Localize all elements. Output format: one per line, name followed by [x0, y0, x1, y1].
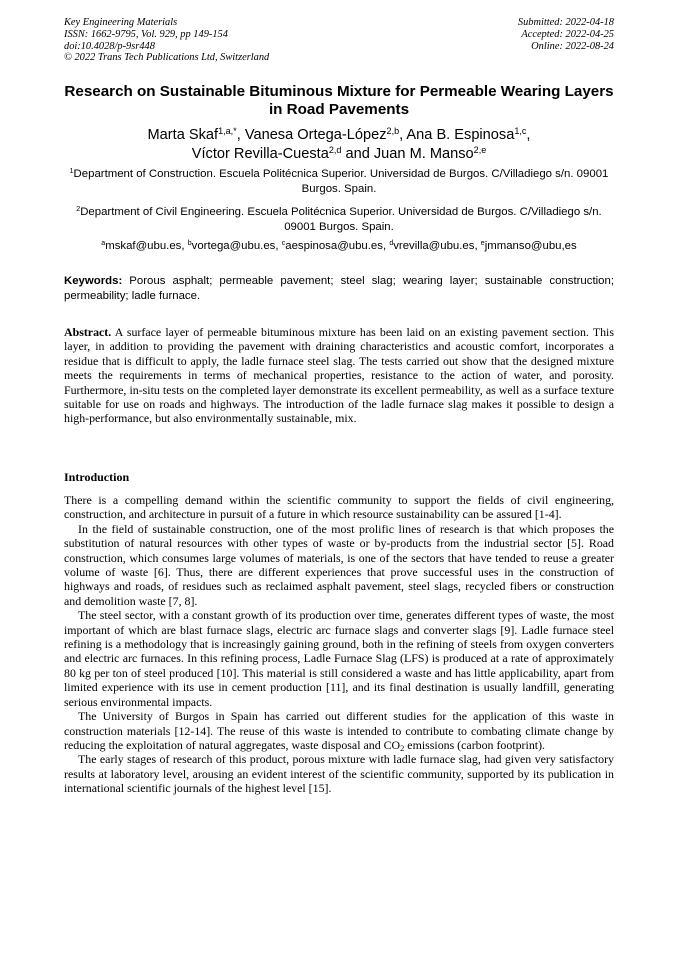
- abstract-label: Abstract.: [64, 325, 112, 339]
- affiliation: $^1$Department of Construction. Escuela Politécnica Superior. Universidad de Burgos. C/Villadiego s/n. 09001 Burgos. Spain.: [69, 168, 609, 195]
- email-link[interactable]: aespinosa@ubu.es: [285, 240, 383, 252]
- paragraph: The early stages of research of this product, porous mixture with ladle furnace slag, had given very satisfactory results at laboratory level, arousing an evident interest of the scientific community, supported by its publication in international scientific journals of the highest level [15].: [64, 752, 614, 796]
- author-name: Marta Skaf: [147, 127, 219, 143]
- online-date: Online: 2022-08-24: [531, 40, 614, 52]
- abstract-text: A surface layer of permeable bituminous mixture has been laid on an existing pavement section. This layer, in addition to providing the pavement with draining characteristics and acoustic comfort, incorporates a residue that is difficult to apply, the ladle furnace steel slag. The tests carried out show that the designed mixture meets the requirements in terms of mechanical properties, resistance to the action of water, and porosity. Furthermore, in-situ tests on the completed layer demonstrate its excellent permeability, as well as a surface texture suitable for use on roads and highways. The introduction of the ladle furnace slag makes it possible to design a high-performance, but also environmentally sustainable, mix.: [64, 325, 614, 426]
- accepted-date: Accepted: 2022-04-25: [521, 28, 614, 40]
- author-list: Marta Skaf$^{1,a,*}$, Vanesa Ortega-López$^{2,b}$, Ana B. Espinosa$^{1,c}$, Víctor Revilla-Cuesta$^{2,d}$ and Juan M. Manso$^{2,e}$: [147, 126, 531, 162]
- affiliation: $^2$Department of Civil Engineering. Escuela Politécnica Superior. Universidad de Burgos. C/Villadiego s/n. 09001 Burgos. Spain.: [76, 206, 602, 233]
- email-link[interactable]: mskaf@ubu.es: [105, 240, 182, 252]
- section-heading: Introduction: [64, 470, 130, 484]
- author-affil-mark: 2,e: [473, 144, 487, 155]
- journal-info: [64, 17, 269, 64]
- author-affil-mark: 2,b: [386, 126, 400, 137]
- author-name: Ana B. Espinosa: [406, 127, 515, 143]
- paragraph: The University of Burgos in Spain has carried out different studies for the application of this waste in construction materials [12-14]. The reuse of this waste is intended to contribute to combating climate change by reducing the exploitation of natural aggregates, waste disposal and $CO_2$ emissions (carbon footprint).: [64, 709, 614, 753]
- introduction-body: [64, 493, 614, 796]
- publication-dates: [518, 17, 614, 52]
- abstract: [64, 325, 614, 426]
- author-name: Víctor Revilla-Cuesta: [191, 145, 329, 162]
- email-link[interactable]: jmmanso@ubu,es: [484, 240, 577, 252]
- paragraph: In the field of sustainable construction, one of the most prolific lines of research is that which proposes the substitution of natural resources with other types of waste or by-products from the industrial sector [5]. Road construction, which consumes large volumes of materials, is one of the sectors that have tended to reuse a greater volume of waste [6]. Thus, there are different experiences that prove successful uses in the construction of highways and roads, of residues such as reclaimed asphalt pavement, steel slags, recycled fibers or construction and demolition waste [7, 8].: [64, 521, 614, 608]
- email-link[interactable]: vrevilla@ubu.es: [393, 240, 475, 252]
- email-link[interactable]: vortega@ubu.es: [191, 240, 276, 252]
- doi: doi:10.4028/p-9sr448: [64, 40, 155, 52]
- paragraph: There is a compelling demand within the scientific community to support the fields of civil engineering, construction, and architecture in pursuit of a future in which resource sustainability can be assured [1-4].: [64, 493, 614, 522]
- author-affil-mark: 1,a,*: [218, 126, 237, 137]
- author-affil-mark: 1,c: [514, 126, 527, 137]
- paragraph: The steel sector, with a constant growth of its production over time, generates different types of waste, the most important of which are blast furnace slags, electric arc furnace slags and converter slags [9]. Ladle furnace steel refining is a methodology that is increasingly gaining ground, both in the refining of steels from oxygen converters and electric arc furnaces. In this refining process, Ladle Furnace Slag (LFS) is produced at a rate of approximately 80 kg per ton of steel produced [10]. This material is still considered a waste and has little applicability, apart from limited experience with its use in cement production [11], and its final destination is usually landfill, generating serious environmental impacts.: [64, 608, 614, 709]
- keywords-text: Porous asphalt; permeable pavement; steel slag; wearing layer; sustainable construction; permeability; ladle furnace.: [64, 275, 614, 302]
- author-name: Juan M. Manso: [373, 145, 474, 162]
- keywords-label: Keywords:: [64, 275, 123, 287]
- email-list: $^a$mskaf@ubu.es, $^b$vortega@ubu.es, $^c$aespinosa@ubu.es, $^d$vrevilla@ubu.es, $^e$jmmanso@ubu,es: [101, 240, 577, 252]
- issn: ISSN: 1662-9795, Vol. 929, pp 149-154: [64, 28, 228, 40]
- keywords: [64, 274, 614, 303]
- copyright: © 2022 Trans Tech Publications Ltd, Switzerland: [64, 52, 270, 64]
- submitted-date: Submitted: 2022-04-18: [517, 17, 614, 28]
- journal-name: Key Engineering Materials: [64, 17, 178, 28]
- author-affil-mark: 2,d: [328, 144, 342, 155]
- author-name: Vanesa Ortega-López: [244, 127, 387, 143]
- paper-title: Research on Sustainable Bituminous Mixture for Permeable Wearing Layers in Road Pavements: [64, 83, 614, 118]
